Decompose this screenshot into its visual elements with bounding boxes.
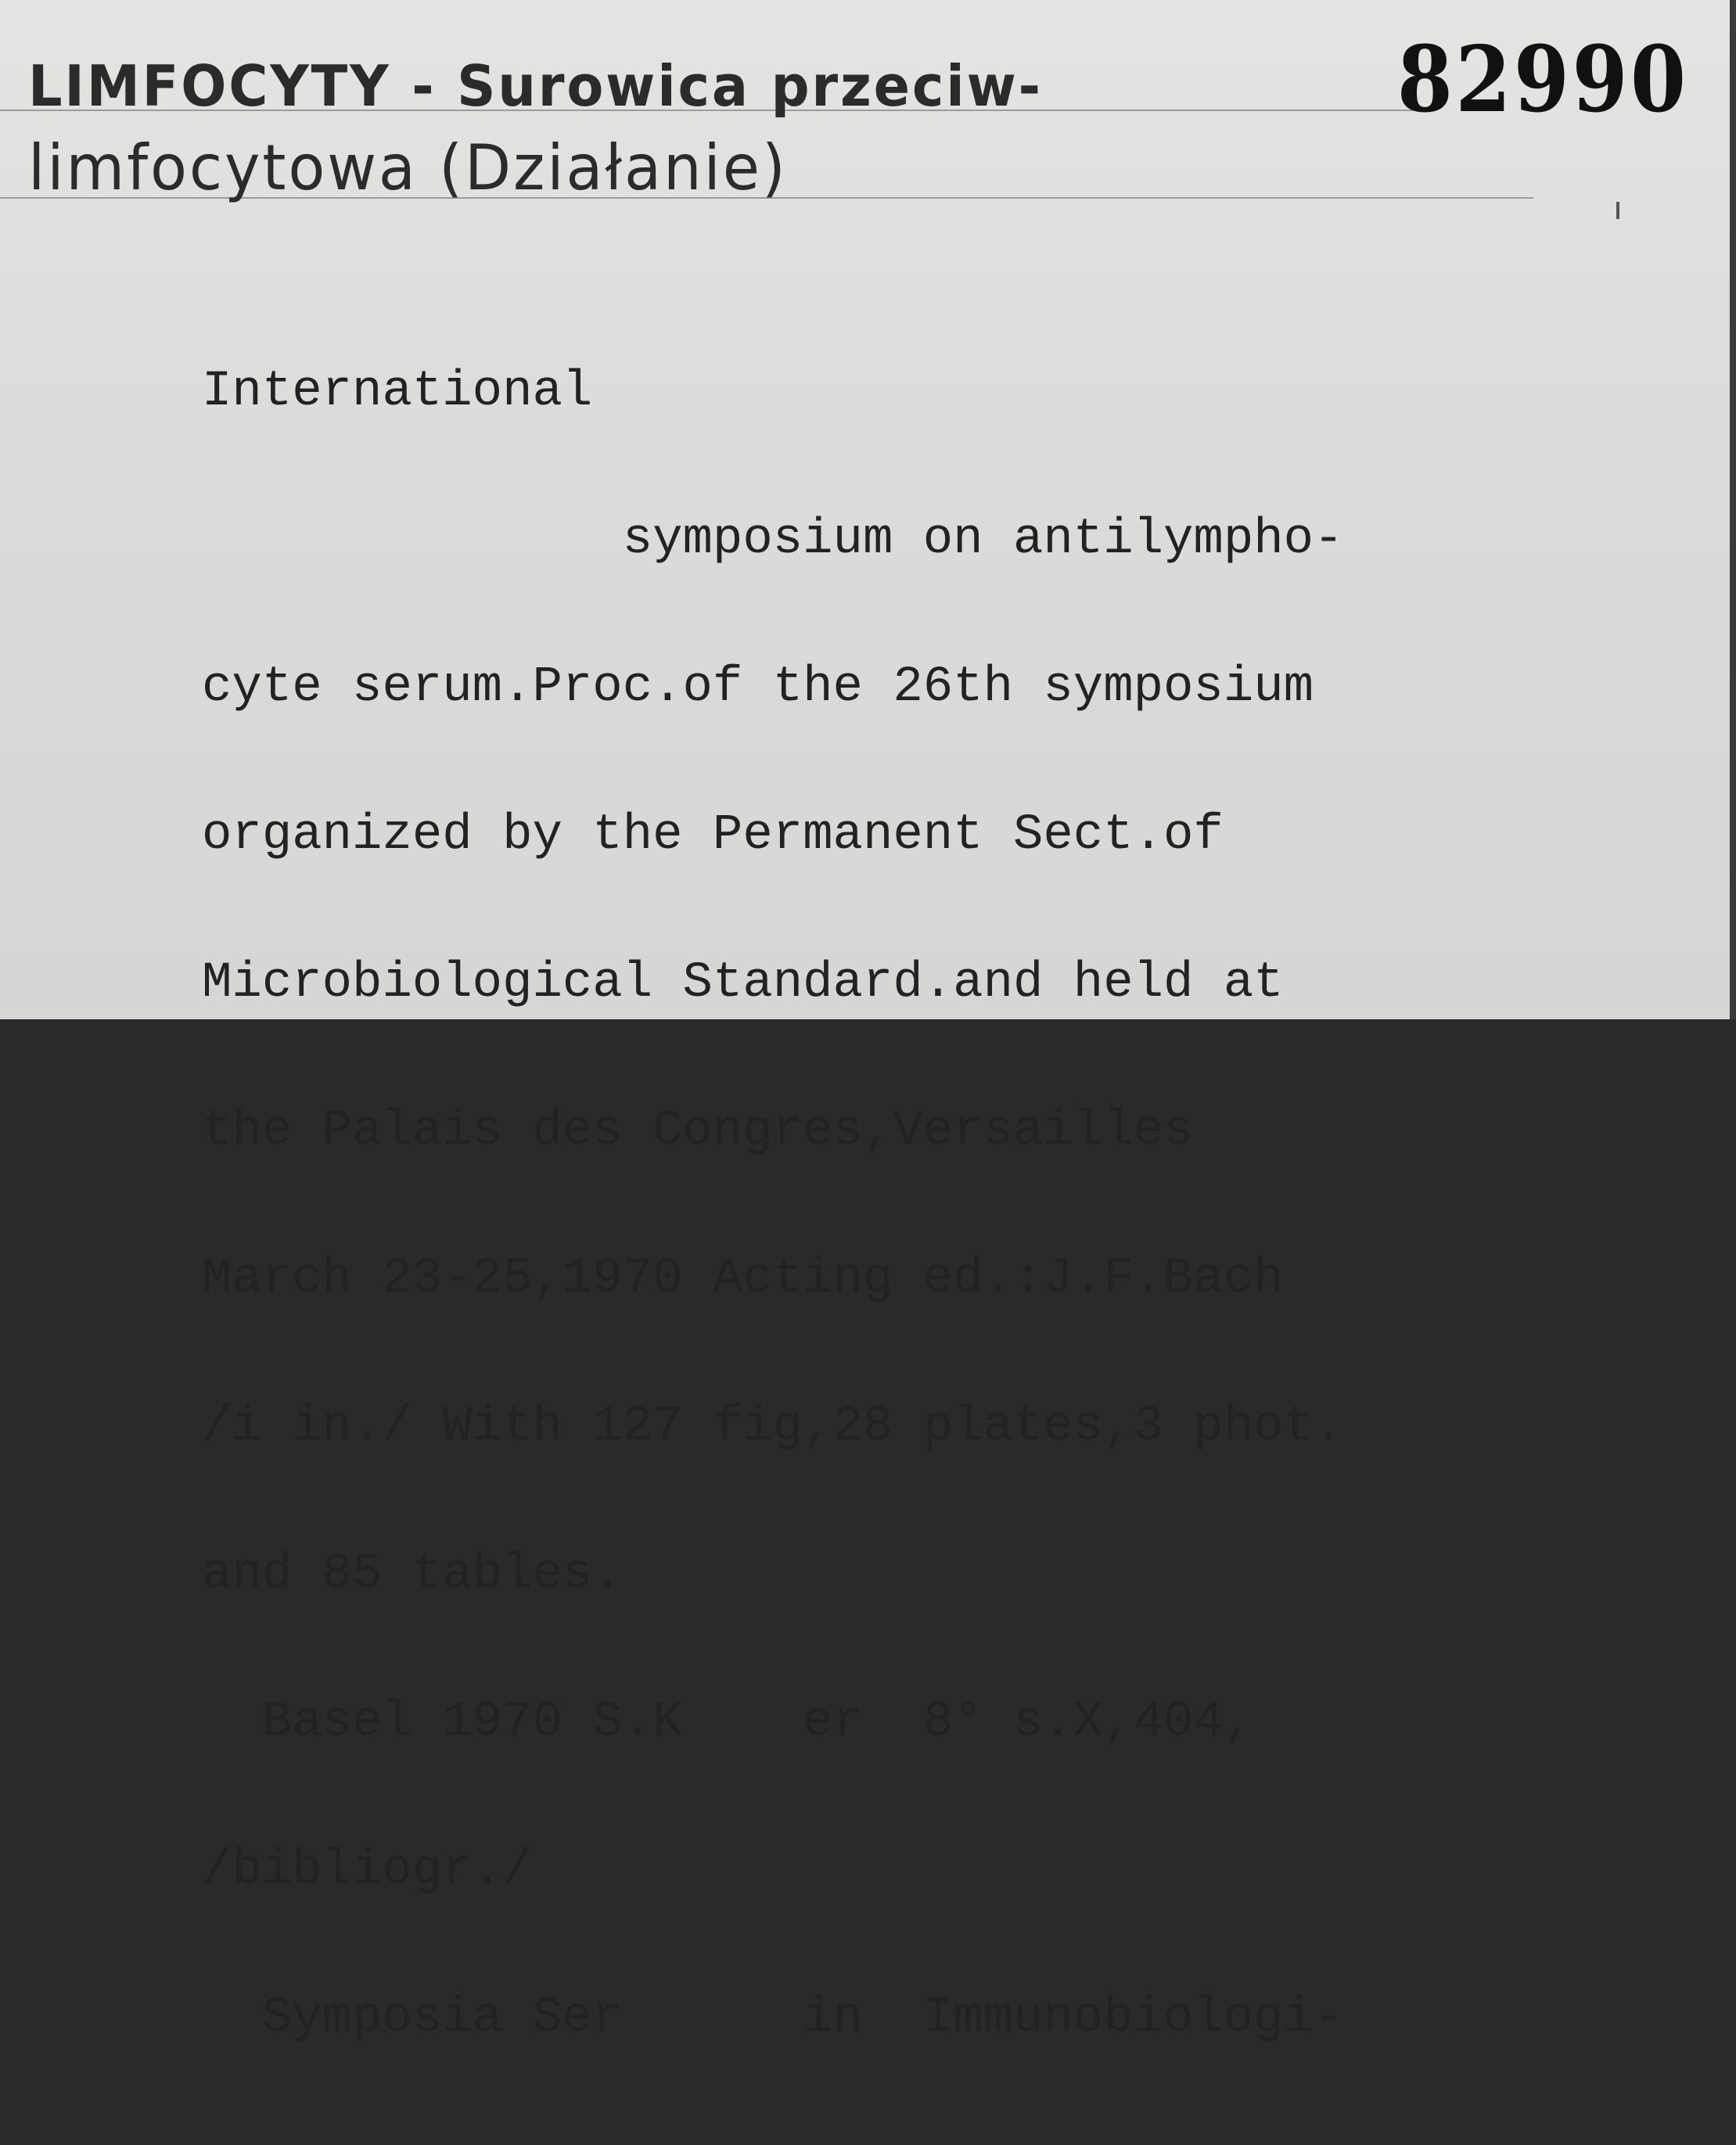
entry-line: the Palais des Congres,Versailles <box>202 1103 1194 1159</box>
entry-line: Microbiological Standard.and held at <box>202 955 1284 1011</box>
entry-line: /i in./ With 127 fig,28 plates,3 phot. <box>202 1399 1344 1455</box>
card-edge <box>1730 0 1736 1019</box>
entry-line: cyte serum.Proc.of the 26th symposium <box>202 659 1314 716</box>
entry-line: /bibliogr./ <box>202 1842 533 1899</box>
entry-line: symposium on antilympho- <box>202 512 1344 568</box>
entry-line: organized by the Permanent Sect.of <box>202 807 1224 864</box>
mark <box>1616 202 1619 219</box>
card-number: 82990 <box>1397 27 1689 133</box>
entry-line: and 85 tables. <box>202 1547 623 1603</box>
entry-line: Basel 1970 S.K er 8° s.X,404, <box>202 1694 1254 1751</box>
bibliographic-entry <box>202 269 1343 2142</box>
subject-heading-line-1: LIMFOCYTY - Surowica przeciw- <box>28 53 1043 119</box>
entry-line: Symposia Ser in Immunobiologi- <box>202 1990 1344 2046</box>
entry-line: March 23-25,1970 Acting ed.:J.F.Bach <box>202 1251 1284 1307</box>
entry-line: International <box>202 364 593 420</box>
subject-heading-line-2: limfocytowa (Działanie) <box>28 131 788 204</box>
